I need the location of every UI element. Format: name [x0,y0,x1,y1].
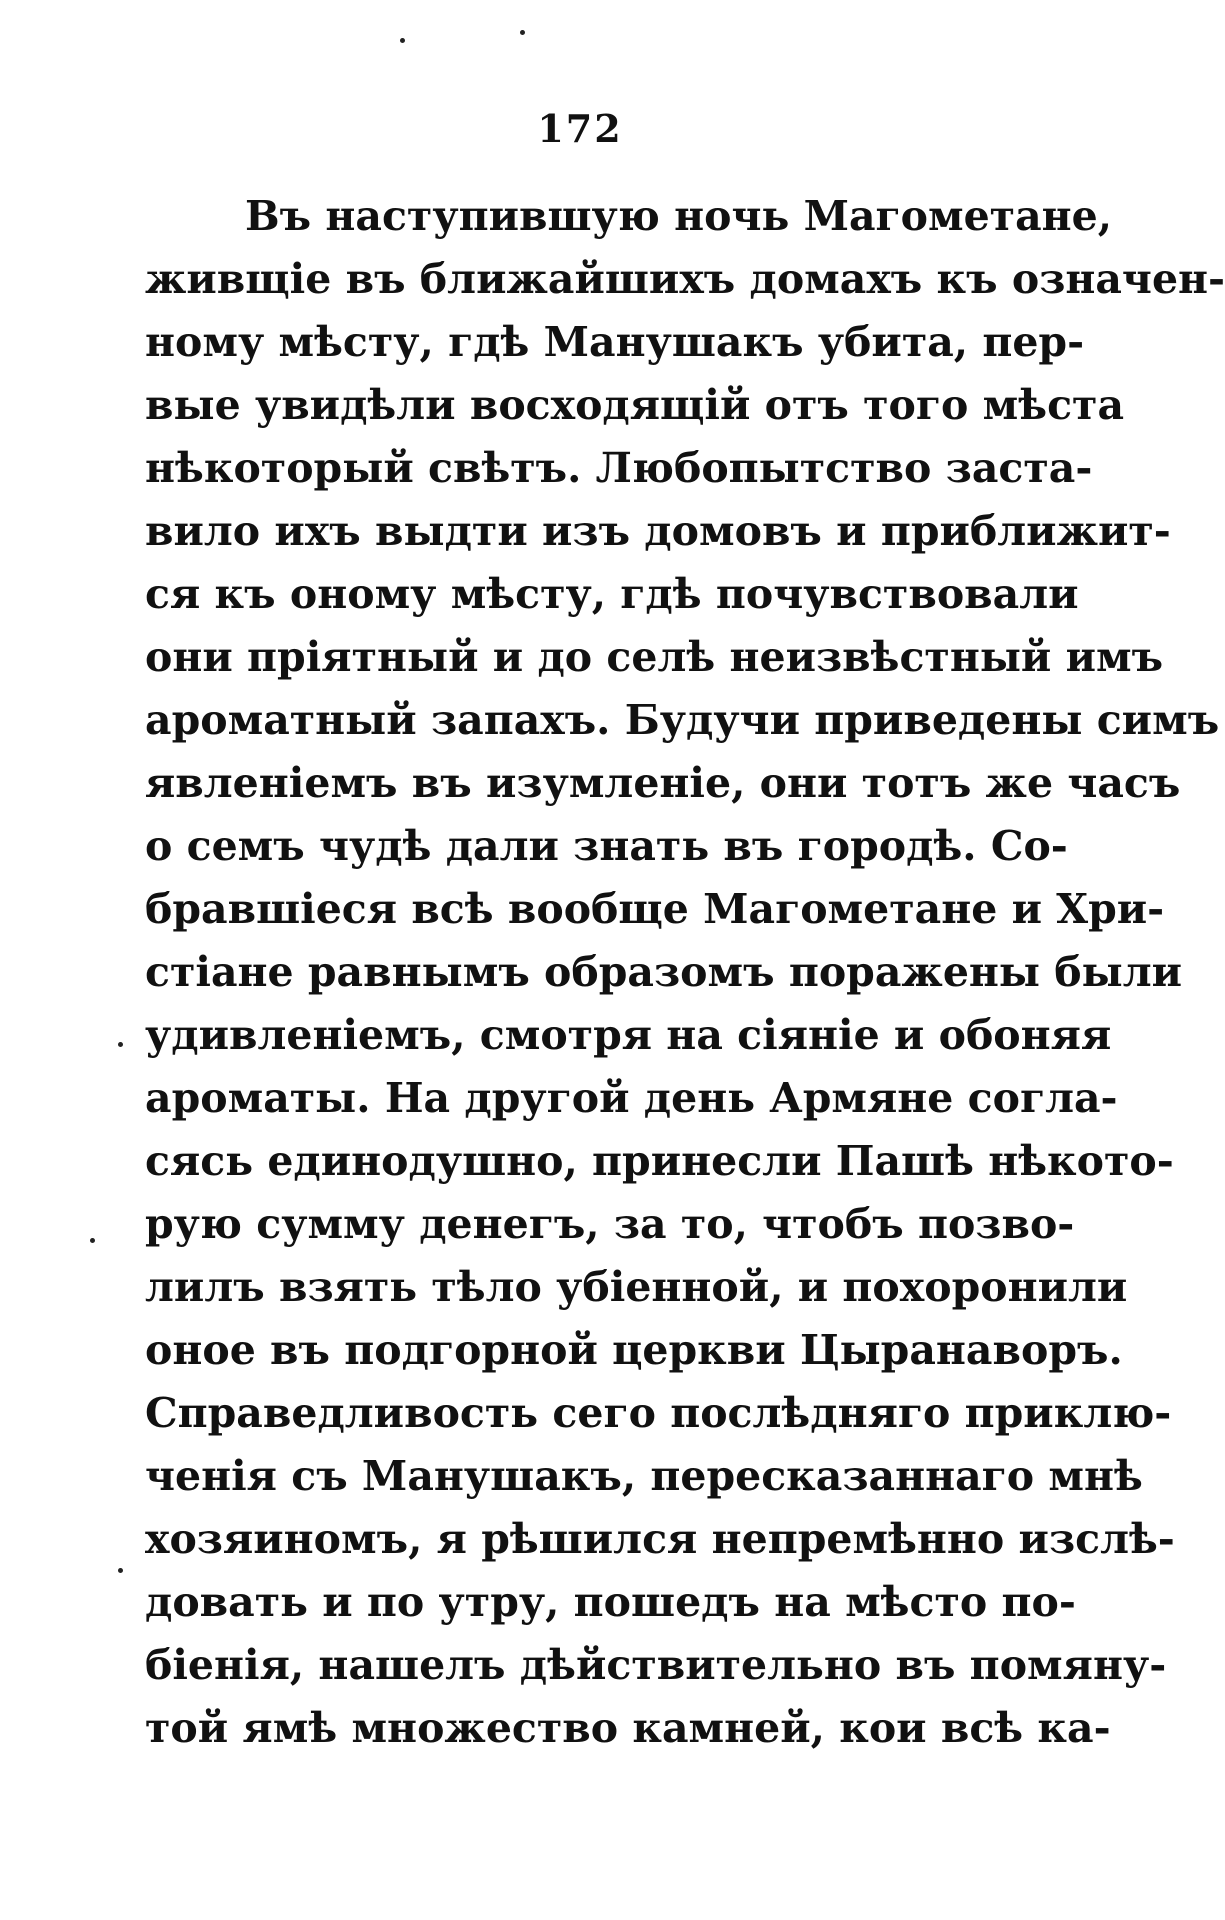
text-line: біенія, нашелъ дѣйствительно въ помяну- [145,1641,1167,1689]
text-line: вые увидѣли восходящій отъ того мѣста [145,381,1125,429]
text-line: бравшіеся всѣ вообще Магометане и Хри- [145,885,1165,933]
body-text [145,185,1225,1760]
print-speck [118,1042,123,1047]
print-speck [90,1238,95,1243]
text-line: явленіемъ въ изумленіе, они тотъ же часъ [145,759,1181,807]
text-line: оное въ подгорной церкви Цыранаворъ. [145,1326,1123,1374]
text-line: лилъ взять тѣло убіенной, и похоронили [145,1263,1128,1311]
text-line: удивленіемъ, смотря на сіяніе и обоняя [145,1011,1112,1059]
text-line: той ямѣ множество камней, кои всѣ ка- [145,1704,1111,1752]
text-line: довать и по утру, пошедъ на мѣсто по- [145,1578,1076,1626]
text-line: ароматы. На другой день Армяне согла- [145,1074,1118,1122]
text-line: ченія съ Манушакъ, пересказаннаго мнѣ [145,1452,1143,1500]
page-number: 172 [537,106,623,151]
text-line: рую сумму денегъ, за то, чтобъ позво- [145,1200,1075,1248]
text-line: сясь единодушно, принесли Пашѣ нѣкото- [145,1137,1174,1185]
print-speck [118,1568,123,1573]
text-line: ся къ оному мѣсту, гдѣ почувствовали [145,570,1079,618]
text-line: вило ихъ выдти изъ домовъ и приближит- [145,507,1171,555]
text-line: Справедливость сего послѣдняго приклю- [145,1389,1172,1437]
print-speck [400,38,405,43]
text-line: живщіе въ ближайшихъ домахъ къ означен- [145,255,1225,303]
text-line: стіане равнымъ образомъ поражены были [145,948,1183,996]
text-line: хозяиномъ, я рѣшился непремѣнно изслѣ- [145,1515,1175,1563]
text-line: нѣкоторый свѣтъ. Любопытство заста- [145,444,1093,492]
text-line: они пріятный и до селѣ неизвѣстный имъ [145,633,1164,681]
text-line: Въ наступившую ночь Магометане, [245,192,1113,240]
text-line: ароматный запахъ. Будучи приведены симъ [145,696,1220,744]
text-line: о семъ чудѣ дали знать въ городѣ. Со- [145,822,1068,870]
print-speck [520,30,525,35]
text-line: ному мѣсту, гдѣ Манушакъ убита, пер- [145,318,1085,366]
